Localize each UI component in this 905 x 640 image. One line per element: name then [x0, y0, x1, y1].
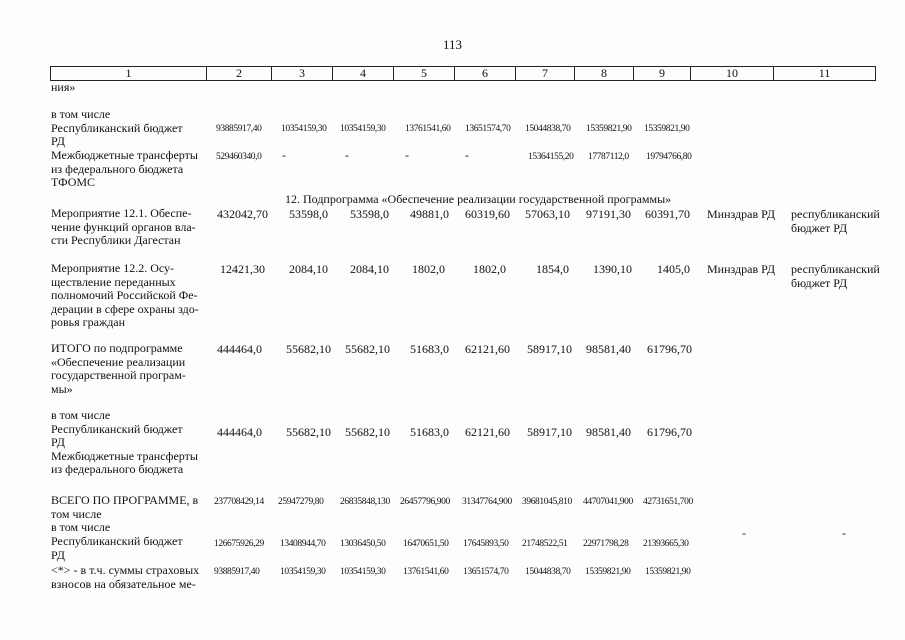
cell-funding-source — [791, 263, 880, 290]
cell-value: 15044838,70 — [525, 124, 571, 134]
cell-value: 26835848,130 — [340, 497, 390, 507]
cell-value: 2084,10 — [350, 262, 389, 276]
cell-value: - — [345, 148, 349, 162]
cell-value: 98581,40 — [586, 342, 631, 356]
cell-value: 10354159,30 — [340, 124, 386, 134]
label-line: ровья граждан — [51, 315, 126, 329]
label-line: полномочий Российской Фе- — [51, 288, 198, 302]
cell-value: 53598,0 — [350, 207, 389, 221]
label-line: Межбюджетные трансферты — [51, 148, 198, 162]
cell-value: 57063,10 — [525, 207, 570, 221]
cell-value: 13761541,60 — [403, 567, 449, 577]
cell-value: 21393665,30 — [643, 539, 689, 549]
cell-value: 53598,0 — [289, 207, 328, 221]
row-label-subtotal — [51, 342, 186, 396]
cell-value: 60391,70 — [645, 207, 690, 221]
label-line: Мероприятие 12.1. Обеспе- — [51, 206, 192, 220]
cell-value: 10354159,30 — [340, 567, 386, 577]
col-header-1: 1 — [51, 67, 207, 81]
cell-value: 16470651,50 — [403, 539, 449, 549]
cell-value: 61796,70 — [647, 342, 692, 356]
label-line: ществление переданных — [51, 274, 176, 289]
cell-value: 26457796,900 — [400, 497, 450, 507]
cell-value: 51683,0 — [410, 342, 449, 356]
cell-value: 25947279,80 — [278, 497, 324, 507]
label-line: из федерального бюджета — [51, 161, 184, 176]
cell-value: 44707041,900 — [583, 497, 633, 507]
cell-value: 1802,0 — [473, 262, 506, 276]
cell-value: 93885917,40 — [216, 124, 262, 134]
row-label — [51, 207, 196, 248]
cell-value: 13761541,60 — [405, 124, 451, 134]
cell-value: 51683,0 — [410, 425, 449, 439]
label-line: бюджет РД — [791, 220, 848, 235]
cell-value: 55682,10 — [286, 425, 331, 439]
row-label-note — [51, 564, 199, 591]
label-line: в том числе — [51, 107, 111, 121]
cell-value: 13651574,70 — [465, 124, 511, 134]
label-line: ИТОГО по подпрограмме — [51, 341, 183, 355]
cell-value: 97191,30 — [586, 207, 631, 221]
cell-value: 55682,10 — [286, 342, 331, 356]
cell-value: 529460340,0 — [216, 152, 262, 162]
cell-value: - — [282, 148, 286, 162]
col-header-7: 7 — [516, 67, 575, 81]
row-label-grand-total — [51, 494, 198, 535]
cell-value: 444464,0 — [217, 342, 262, 356]
cell-value: 444464,0 — [217, 425, 262, 439]
label-line: республиканский — [791, 207, 880, 221]
cell-value: 15044838,70 — [525, 567, 571, 577]
cell-value: 10354159,30 — [280, 567, 326, 577]
label-line: государственной програм- — [51, 368, 186, 382]
row-label — [51, 108, 183, 149]
label-line: ТФОМС — [51, 175, 96, 189]
cell-value: 39681045,810 — [522, 497, 572, 507]
cell-value: 1405,0 — [657, 262, 690, 276]
cell-value: 237708429,14 — [214, 497, 264, 507]
cell-value: 98581,40 — [586, 425, 631, 439]
label-line: бюджет РД — [791, 275, 848, 290]
label-line: в том числе — [51, 520, 111, 534]
cell-value: 61796,70 — [647, 425, 692, 439]
cell-value: 58917,10 — [527, 342, 572, 356]
cell-value: 13651574,70 — [463, 567, 509, 577]
cell-value: 432042,70 — [217, 207, 268, 221]
cell-value: 13036450,50 — [340, 539, 386, 549]
cell-value: 62121,60 — [465, 425, 510, 439]
cell-value: 1854,0 — [536, 262, 569, 276]
row-label — [51, 149, 198, 190]
col-header-11: 11 — [774, 67, 876, 81]
cell-value: 60319,60 — [465, 207, 510, 221]
label-line: РД — [51, 547, 65, 562]
page-number: 113 — [442, 37, 463, 52]
cell-value: 10354159,30 — [281, 124, 327, 134]
cell-value: 62121,60 — [465, 342, 510, 356]
cell-value: 15364155,20 — [528, 152, 574, 162]
label-line: из федерального бюджета — [51, 462, 184, 476]
row-label-continuation: ния» — [51, 80, 76, 94]
label-line: сти Республики Дагестан — [51, 233, 181, 247]
col-header-5: 5 — [394, 67, 455, 81]
col-header-4: 4 — [333, 67, 394, 81]
cell-value: 55682,10 — [345, 342, 390, 356]
label-line: том числе — [51, 506, 102, 521]
cell-value: 15359821,90 — [586, 124, 632, 134]
label-line: <*> - в т.ч. суммы страховых — [51, 563, 200, 577]
label-line: ВСЕГО ПО ПРОГРАММЕ, в — [51, 493, 199, 507]
label-line: Межбюджетные трансферты — [51, 448, 198, 463]
label-line: Мероприятие 12.2. Осу- — [51, 261, 175, 275]
col-header-3: 3 — [272, 67, 333, 81]
cell-value: 17645893,50 — [463, 539, 509, 549]
cell-value: 126675926,29 — [214, 539, 264, 549]
cell-value: 19794766,80 — [646, 152, 692, 162]
cell-value: 17787112,0 — [588, 152, 629, 162]
label-line: Республиканский бюджет — [51, 421, 183, 436]
cell-value: - — [465, 148, 469, 162]
cell-value: 42731651,700 — [643, 497, 693, 507]
cell-executor: Минздрав РД — [707, 207, 776, 221]
column-number-header — [50, 66, 876, 81]
cell-executor: Минздрав РД — [707, 262, 776, 276]
cell-value: 1802,0 — [412, 262, 445, 276]
cell-dash: - — [742, 526, 746, 540]
cell-value: 2084,10 — [289, 262, 328, 276]
cell-value: 15359821,90 — [644, 124, 690, 134]
col-header-2: 2 — [207, 67, 272, 81]
label-line: мы» — [51, 381, 73, 396]
cell-funding-source — [791, 208, 880, 235]
cell-value: 93885917,40 — [214, 567, 260, 577]
row-label — [51, 535, 183, 562]
cell-value: 13408944,70 — [280, 539, 326, 549]
label-line: республиканский — [791, 262, 880, 276]
cell-value: 1390,10 — [593, 262, 632, 276]
cell-value: 58917,10 — [527, 425, 572, 439]
label-line: в том числе — [51, 408, 111, 422]
col-header-9: 9 — [634, 67, 691, 81]
label-line: дерации в сфере охраны здо- — [51, 301, 199, 316]
cell-value: 49881,0 — [410, 207, 449, 221]
col-header-10: 10 — [691, 67, 774, 81]
label-line: чение функций органов вла- — [51, 219, 196, 234]
cell-dash: - — [842, 526, 846, 540]
col-header-6: 6 — [455, 67, 516, 81]
row-label — [51, 409, 198, 477]
cell-value: 22971798,28 — [583, 539, 629, 549]
label-line: Республиканский бюджет — [51, 534, 183, 548]
label-line: РД — [51, 134, 65, 148]
col-header-8: 8 — [575, 67, 634, 81]
cell-value: 15359821,90 — [585, 567, 631, 577]
cell-value: 12421,30 — [220, 262, 265, 276]
section-heading: 12. Подпрограмма «Обеспечение реализации государственной программы» — [285, 192, 672, 206]
label-line: Республиканский бюджет — [51, 120, 183, 135]
cell-value: - — [405, 148, 409, 162]
label-line: РД — [51, 435, 65, 449]
row-label — [51, 262, 199, 330]
cell-value: 21748522,51 — [522, 539, 568, 549]
label-line: «Обеспечение реализации — [51, 354, 186, 369]
label-line: взносов на обязательное ме- — [51, 576, 196, 591]
cell-value: 15359821,90 — [645, 567, 691, 577]
cell-value: 55682,10 — [345, 425, 390, 439]
cell-value: 31347764,900 — [462, 497, 512, 507]
